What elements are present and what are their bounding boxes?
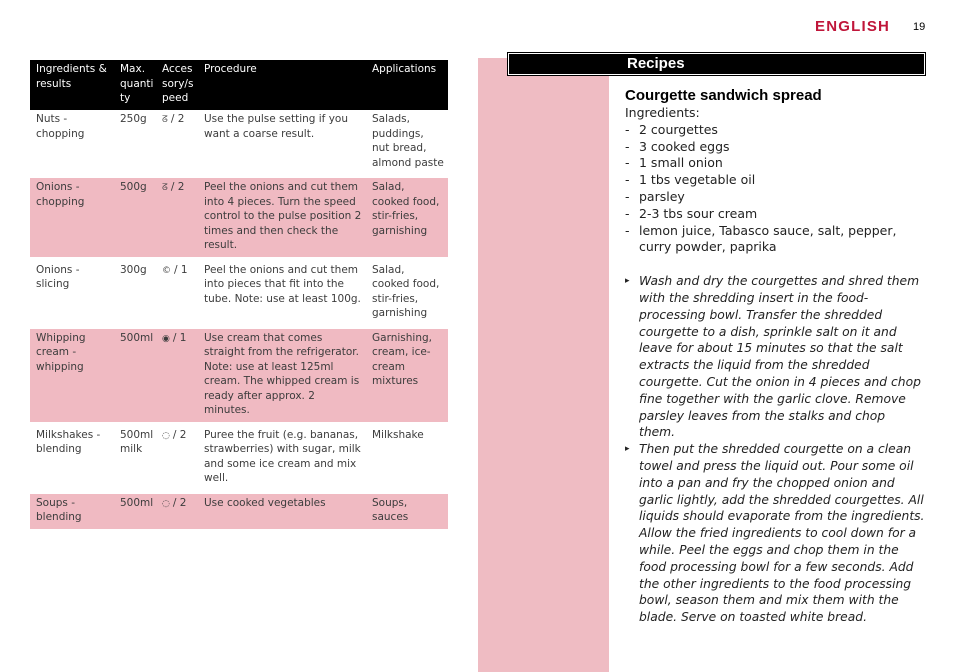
cell-quantity: 500ml milk xyxy=(120,428,154,455)
cell-applications: Garnishing, cream, ice-cream mixtures xyxy=(366,329,448,422)
instruction-step xyxy=(625,441,925,626)
cell-procedure: Puree the fruit (e.g. bananas, strawberries) with sugar, milk and some ice cream and mix well. xyxy=(204,428,361,484)
speed-value: / 1 xyxy=(172,331,187,344)
cell-quantity: 300g xyxy=(120,263,147,276)
decorative-pink-band xyxy=(478,58,609,672)
ingredients-label: Ingredients: xyxy=(625,105,700,120)
table-row xyxy=(30,494,448,529)
cell-accessory xyxy=(156,261,198,325)
recipes-section-bar xyxy=(508,53,925,75)
table-row xyxy=(30,426,448,490)
speed-value: / 2 xyxy=(172,428,187,441)
table-row xyxy=(30,178,448,257)
step-text: Then put the shredded courgette on a clean towel and press the liquid out. Pour some oil into a pan and fry the chopped onion and garlic lightly, add the shredded courgettes. All liquids should evaporate from the ingredients. Allow the fried ingredients to cool down for a while. Peel the eggs and chop them in the food processing bowl for a few seconds. Add the other ingredients to the food processing bowl, season them and mix them with the blade. Serve on toasted white bread. xyxy=(639,442,925,625)
cell-procedure: Use cooked vegetables xyxy=(198,494,366,529)
slicing-disc-icon: © xyxy=(162,265,171,276)
column-header-quantity: Max. quanti ty xyxy=(114,60,156,110)
speed-value: / 2 xyxy=(170,113,185,125)
speed-value: / 2 xyxy=(170,181,185,193)
cell-applications: Salad, cooked food, stir-fries, garnishing xyxy=(372,263,440,319)
cell-applications: Soups, sauces xyxy=(366,494,448,529)
table-row xyxy=(30,261,448,325)
cell-quantity: 250g xyxy=(120,113,147,125)
cell-ingredient: Soups - blending xyxy=(30,494,114,529)
list-item: - lemon juice, Tabasco sauce, salt, pepper, curry powder, paprika xyxy=(625,223,925,257)
step-text: Wash and dry the courgettes and shred them with the shredding insert in the food-processing bowl. Transfer the shredded courgette to a dish, sprinkle salt on it and leave for about 15 minutes so that the salt extracts the liquid from the shredded courgette. Cut the onion in 4 pieces and chop fine together with the garlic clove. Remove parsley leaves from the stalks and chop them. xyxy=(639,274,921,440)
cell-quantity: 500ml xyxy=(114,329,156,422)
cell-ingredient: Onions - chopping xyxy=(30,178,114,257)
cell-procedure: Use cream that comes straight from the refrigerator. Note: use at least 125ml cream. The whipped cream is ready after approx. 2 minutes. xyxy=(198,329,366,422)
blender-icon: ◌ xyxy=(162,430,170,441)
blade-icon: ᘔ xyxy=(162,183,168,193)
cell-ingredient: Nuts - chopping xyxy=(36,113,85,140)
instruction-steps xyxy=(625,273,925,626)
cell-accessory xyxy=(156,494,198,529)
list-item: - 2 courgettes xyxy=(625,122,925,139)
blade-icon: ᘔ xyxy=(162,115,168,125)
table-header-row xyxy=(30,60,448,110)
cell-applications: Milkshake xyxy=(372,428,424,441)
recipe-content xyxy=(625,87,925,626)
cell-quantity: 500ml xyxy=(114,494,156,529)
blender-icon: ◌ xyxy=(162,498,170,509)
list-item: - 1 small onion xyxy=(625,155,925,172)
cell-quantity: 500g xyxy=(114,178,156,257)
column-header-accessory: Acces sory/s peed xyxy=(156,60,198,110)
whisk-icon: ◉ xyxy=(162,333,170,344)
column-header-ingredients: Ingredients & results xyxy=(30,60,114,110)
cell-accessory xyxy=(156,426,198,490)
cell-accessory xyxy=(156,329,198,422)
ingredient-list xyxy=(625,122,925,256)
cell-accessory xyxy=(156,178,198,257)
list-item: - parsley xyxy=(625,189,925,206)
speed-value: / 2 xyxy=(172,496,187,509)
speed-value: / 1 xyxy=(174,263,188,276)
cell-accessory xyxy=(156,110,198,174)
triangle-bullet-icon: ▸ xyxy=(625,276,630,287)
column-header-procedure: Procedure xyxy=(198,60,366,110)
language-label: ENGLISH xyxy=(815,18,891,35)
cell-applications: Salads, puddings, nut bread, almond paste xyxy=(372,113,444,169)
cell-applications: Salad, cooked food, stir-fries, garnishing xyxy=(366,178,448,257)
cell-ingredient: Milkshakes - blending xyxy=(36,428,101,455)
cell-ingredient: Whipping cream - whipping xyxy=(30,329,114,422)
instruction-step xyxy=(625,273,925,441)
list-item: - 3 cooked eggs xyxy=(625,139,925,156)
table-row xyxy=(30,110,448,174)
cell-procedure: Peel the onions and cut them into pieces that fit into the tube. Note: use at least 100g. xyxy=(204,263,361,305)
table-row xyxy=(30,329,448,422)
page-number: 19 xyxy=(913,21,926,33)
cell-procedure: Use the pulse setting if you want a coarse result. xyxy=(204,113,349,140)
list-item: - 1 tbs vegetable oil xyxy=(625,172,925,189)
list-item: - 2-3 tbs sour cream xyxy=(625,206,925,223)
column-header-applications: Applications xyxy=(366,60,448,110)
recipe-title: Courgette sandwich spread xyxy=(625,87,822,104)
recipes-section-title: Recipes xyxy=(627,55,685,72)
triangle-bullet-icon: ▸ xyxy=(625,444,630,455)
cell-procedure: Peel the onions and cut them into 4 pieces. Turn the speed control to the pulse position 2 times and then check the result. xyxy=(198,178,366,257)
cell-ingredient: Onions - slicing xyxy=(36,263,80,290)
processing-table xyxy=(30,60,448,529)
